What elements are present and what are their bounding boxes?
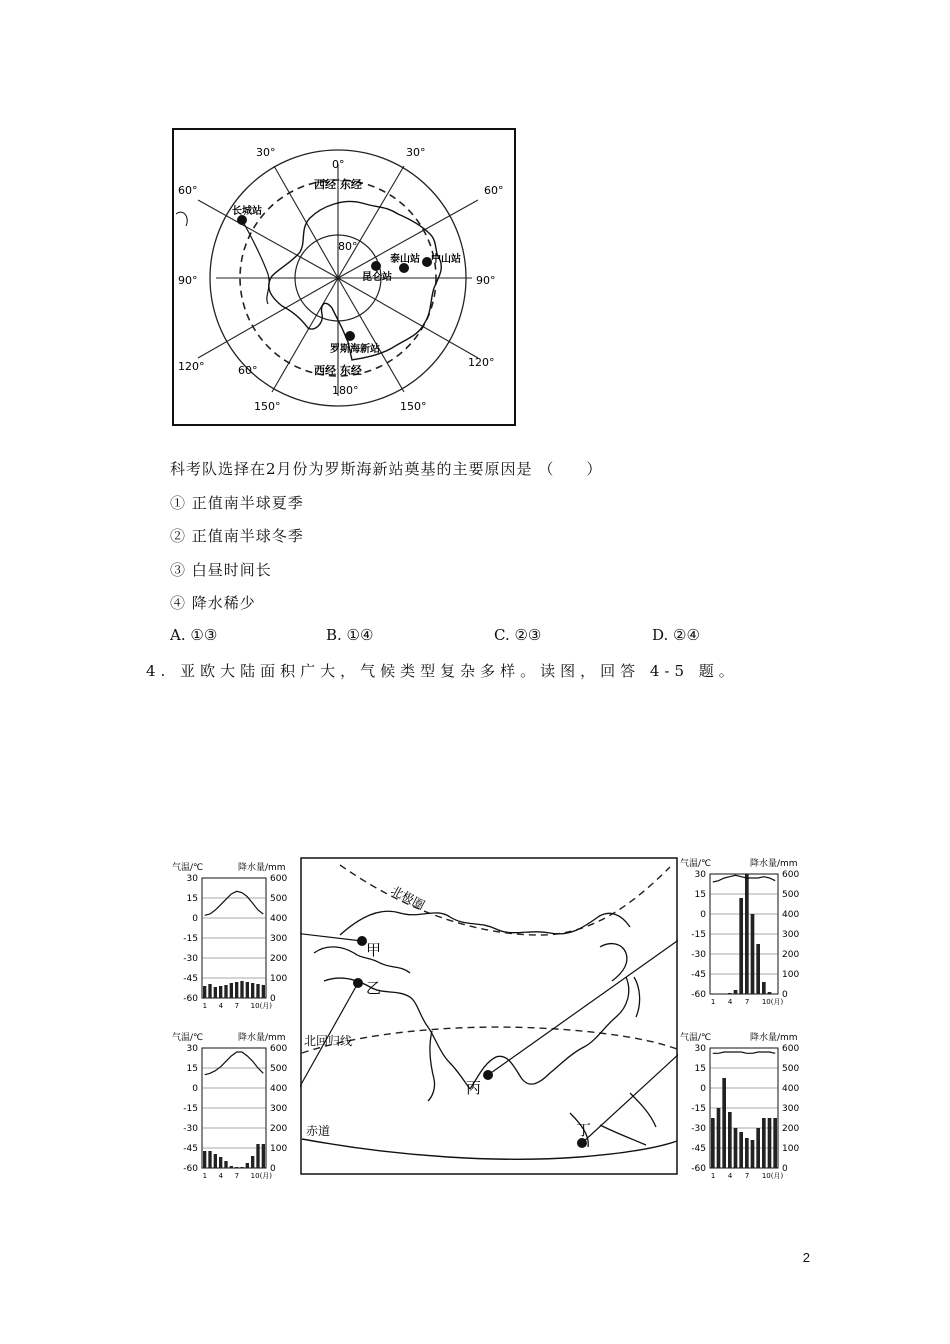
temperature-line (713, 1052, 775, 1053)
climate-chart-ding (678, 1030, 808, 1188)
precip-tick-label: 400 (782, 910, 800, 920)
precip-axis-title: 降水量/mm (750, 1033, 798, 1043)
rossSea-station-marker (345, 331, 355, 341)
question3-option-a[interactable]: A. ①③ (170, 626, 218, 644)
precip-bar (762, 982, 766, 994)
precip-tick-label: 100 (270, 1144, 288, 1154)
temp-tick-label: 15 (186, 1064, 198, 1074)
precip-bar (768, 992, 772, 994)
month-tick-label: 10(月) (250, 1172, 273, 1180)
precip-tick-label: 200 (782, 950, 800, 960)
temp-tick-label: -60 (183, 1164, 198, 1174)
label-180: 180° (332, 384, 359, 397)
month-tick-label: 1 (710, 998, 716, 1006)
precip-bar (251, 1156, 254, 1168)
climate-chart-bing (678, 856, 808, 1006)
temp-tick-label: 15 (186, 894, 198, 904)
question3-item-2: ② 正值南半球冬季 (170, 527, 304, 545)
temp-tick-label: 0 (700, 910, 706, 920)
precip-tick-label: 600 (270, 1044, 288, 1054)
precip-bar (203, 986, 206, 998)
temp-tick-label: 0 (192, 914, 198, 924)
precip-axis-title: 降水量/mm (238, 1033, 286, 1043)
precip-bar (773, 1118, 777, 1168)
point-ding-label: 丁 (576, 1121, 592, 1139)
label-30-left: 30° (256, 146, 276, 159)
precip-bar (262, 1144, 265, 1168)
label-lat-80: 80° (338, 240, 358, 253)
precip-bar (246, 982, 249, 998)
precip-tick-label: 500 (270, 894, 288, 904)
arctic-circle-label: 北极圈 (388, 883, 427, 913)
label-120-left: 120° (178, 360, 205, 373)
point-bing-marker (483, 1070, 493, 1080)
precip-bar (734, 1128, 738, 1168)
temp-tick-label: -15 (691, 930, 706, 940)
page-number: 2 (802, 1250, 810, 1265)
precip-tick-label: 400 (270, 1084, 288, 1094)
temperature-line (205, 1052, 264, 1075)
precip-bar (711, 1118, 715, 1168)
precip-axis-title: 降水量/mm (750, 859, 798, 869)
kunlun-station-label: 昆仑站 (362, 272, 392, 283)
precip-bar (762, 1118, 766, 1168)
precip-bar (230, 983, 233, 998)
point-jia-label: 甲 (366, 941, 382, 959)
precip-tick-label: 100 (782, 970, 800, 980)
eurasia-map (300, 857, 678, 1175)
question4-stem: 4. 亚欧大陆面积广大，气候类型复杂多样。读图，回答 4-5 题。 (146, 662, 739, 680)
precip-bar (224, 985, 227, 998)
label-60-left: 60° (178, 184, 198, 197)
rossSea-station-label: 罗斯海新站 (330, 344, 380, 355)
month-tick-label: 4 (218, 1002, 224, 1010)
precip-bar (230, 1166, 233, 1168)
month-tick-label: 7 (744, 998, 750, 1006)
precip-tick-label: 500 (782, 890, 800, 900)
month-tick-label: 1 (202, 1002, 208, 1010)
temp-tick-label: 0 (192, 1084, 198, 1094)
changcheng-station-label: 长城站 (232, 206, 262, 217)
temp-tick-label: -30 (691, 1124, 706, 1134)
label-90-right: 90° (476, 274, 496, 287)
temp-tick-label: -60 (691, 990, 706, 1000)
point-ding-marker (577, 1138, 587, 1148)
temp-tick-label: -30 (691, 950, 706, 960)
equator-label: 赤道 (306, 1124, 331, 1138)
month-tick-label: 1 (710, 1172, 716, 1180)
tropic-label: 北回归线 (304, 1034, 353, 1048)
temperature-line (713, 875, 775, 882)
climate-chart-yi (170, 1030, 296, 1180)
precip-tick-label: 400 (782, 1084, 800, 1094)
precip-tick-label: 200 (782, 1124, 800, 1134)
question3-item-3: ③ 白昼时间长 (170, 561, 272, 579)
question3-option-b[interactable]: B. ①④ (326, 626, 374, 644)
label-30-right: 30° (406, 146, 426, 159)
temp-axis-title: 气温/℃ (680, 859, 712, 869)
hemisphere-label-bottom: 西经 东经 (314, 364, 362, 377)
precip-bar (739, 898, 743, 994)
precip-bar (756, 944, 760, 994)
precip-bar (256, 984, 259, 998)
temp-tick-label: -15 (183, 934, 198, 944)
point-yi-label: 乙 (366, 979, 382, 997)
month-tick-label: 7 (234, 1172, 240, 1180)
precip-bar (251, 983, 254, 998)
taishan-station-label: 泰山站 (390, 254, 420, 265)
temperature-line (205, 891, 264, 915)
temp-tick-label: 15 (694, 890, 706, 900)
precip-bar (722, 1078, 726, 1168)
precip-tick-label: 400 (270, 914, 288, 924)
precip-bar (745, 874, 749, 994)
precip-bar (734, 990, 738, 994)
precip-bar (256, 1144, 259, 1168)
precip-bar (240, 981, 243, 998)
temp-tick-label: -60 (183, 994, 198, 1004)
temp-tick-label: -45 (183, 1144, 198, 1154)
precip-bar (262, 985, 265, 998)
label-150-left: 150° (254, 400, 281, 413)
temp-tick-label: -45 (183, 974, 198, 984)
precip-bar (745, 1138, 749, 1168)
precip-bar (728, 1112, 732, 1168)
precip-bar (739, 1132, 743, 1168)
temp-axis-title: 气温/℃ (172, 1033, 204, 1043)
question3-item-4: ④ 降水稀少 (170, 594, 256, 612)
precip-tick-label: 0 (270, 994, 276, 1004)
precip-bar (751, 1140, 755, 1168)
zhongshan-station-label: 中山站 (431, 254, 461, 265)
precip-bar (717, 1108, 721, 1168)
month-tick-label: 10(月) (761, 998, 784, 1006)
precip-bar (235, 982, 238, 998)
precip-bar (219, 986, 222, 998)
label-120-right: 120° (468, 356, 495, 369)
precip-bar (756, 1128, 760, 1168)
temp-tick-label: 0 (700, 1084, 706, 1094)
precip-tick-label: 600 (270, 874, 288, 884)
temp-tick-label: -45 (691, 1144, 706, 1154)
temp-tick-label: -30 (183, 1124, 198, 1134)
precip-bar (203, 1151, 206, 1168)
precip-bar (728, 993, 732, 994)
precip-tick-label: 0 (782, 990, 788, 1000)
precip-bar (240, 1167, 243, 1168)
month-tick-label: 4 (218, 1172, 224, 1180)
temp-tick-label: -60 (691, 1164, 706, 1174)
precip-tick-label: 300 (270, 934, 288, 944)
precip-bar (208, 984, 211, 998)
precip-bar (219, 1157, 222, 1168)
precip-tick-label: 600 (782, 1044, 800, 1054)
precip-tick-label: 100 (270, 974, 288, 984)
month-tick-label: 4 (727, 998, 733, 1006)
precip-tick-label: 600 (782, 870, 800, 880)
label-60-right: 60° (484, 184, 504, 197)
precip-tick-label: 500 (782, 1064, 800, 1074)
temp-tick-label: 30 (186, 1044, 198, 1054)
taishan-station-marker (371, 261, 381, 271)
precip-tick-label: 300 (782, 1104, 800, 1114)
precip-bar (768, 1118, 772, 1168)
precip-bar (208, 1151, 211, 1168)
month-tick-label: 10(月) (761, 1172, 784, 1180)
temp-tick-label: -45 (691, 970, 706, 980)
month-tick-label: 4 (727, 1172, 733, 1180)
temp-tick-label: 30 (694, 1044, 706, 1054)
precip-tick-label: 200 (270, 1124, 288, 1134)
precip-tick-label: 0 (782, 1164, 788, 1174)
precip-tick-label: 0 (270, 1164, 276, 1174)
precip-tick-label: 500 (270, 1064, 288, 1074)
precip-tick-label: 300 (782, 930, 800, 940)
antarctic-polar-map (172, 128, 516, 426)
precip-bar (214, 1154, 217, 1168)
precip-axis-title: 降水量/mm (238, 863, 286, 873)
temp-tick-label: 15 (694, 1064, 706, 1074)
question3-stem: 科考队选择在2月份为罗斯海新站奠基的主要原因是 （ ） (170, 460, 603, 478)
question3-item-1: ① 正值南半球夏季 (170, 494, 304, 512)
point-bing-label: 丙 (466, 1079, 482, 1097)
label-0: 0° (332, 158, 345, 171)
precip-tick-label: 200 (270, 954, 288, 964)
label-90-left: 90° (178, 274, 198, 287)
month-tick-label: 1 (202, 1172, 208, 1180)
month-tick-label: 10(月) (250, 1002, 273, 1010)
climate-chart-jia (170, 860, 296, 1010)
label-lat-60: 60° (238, 364, 258, 377)
precip-bar (751, 914, 755, 994)
temp-axis-title: 气温/℃ (172, 863, 204, 873)
precip-bar (224, 1161, 227, 1168)
label-150-right: 150° (400, 400, 427, 413)
question3-option-c[interactable]: C. ②③ (494, 626, 542, 644)
precip-tick-label: 100 (782, 1144, 800, 1154)
temp-tick-label: -15 (183, 1104, 198, 1114)
temp-axis-title: 气温/℃ (680, 1033, 712, 1043)
precip-bar (214, 987, 217, 998)
temp-tick-label: 30 (694, 870, 706, 880)
precip-bar (246, 1163, 249, 1168)
month-tick-label: 7 (234, 1002, 240, 1010)
question3-option-d[interactable]: D. ②④ (652, 626, 700, 644)
precip-bar (235, 1167, 238, 1168)
temp-tick-label: 30 (186, 874, 198, 884)
precip-tick-label: 300 (270, 1104, 288, 1114)
month-tick-label: 7 (744, 1172, 750, 1180)
temp-tick-label: -15 (691, 1104, 706, 1114)
temp-tick-label: -30 (183, 954, 198, 964)
point-yi-marker (353, 978, 363, 988)
hemisphere-label-top: 西经 东经 (314, 178, 362, 191)
